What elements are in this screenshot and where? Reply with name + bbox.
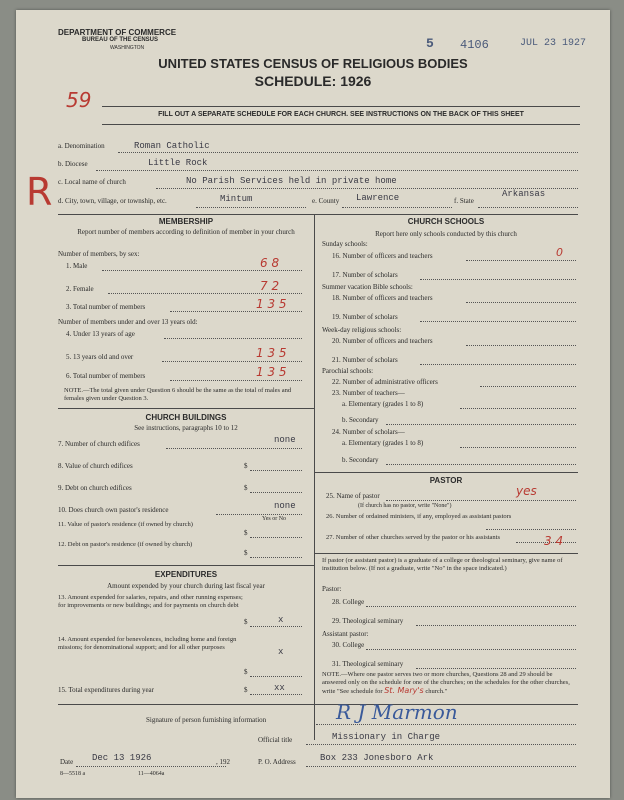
q25-label: 25. Name of pastor [326,492,380,500]
pastor-note-text: NOTE.—Where one pastor serves two or more churches, Questions 28 and 29 should be answered only on the schedule for one of the churches; on the schedules for the other churches, write "See schedule for [322,671,570,695]
q3-label: 3. Total number of members [66,303,146,311]
q22-label: 22. Number of administrative officers [332,378,438,386]
q9-label: 9. Debt on church edifices [58,484,132,492]
form-number: 8—5518 a [60,771,86,777]
q26-label: 26. Number of ordained ministers, if any, employed as assistant pastors [326,513,512,520]
q27-label: 27. Number of other churches served by the pastor or his assistants [326,534,501,541]
assistant-label: Assistant pastor: [322,630,369,638]
diocese-value: Little Rock [148,158,208,168]
q5-value: 1 3 5 [256,346,287,360]
schools-sub: Report here only schools conducted by this church [375,230,517,238]
stamp-number: 4106 [460,38,489,52]
under-over-label: Number of members under and over 13 years old: [58,318,198,326]
q7-label: 7. Number of church edifices [58,440,140,448]
local-name-value: No Parish Services held in private home [186,176,397,186]
q14-dollar: $ [244,668,248,676]
instruction-line: FILL OUT A SEPARATE SCHEDULE FOR EACH CHURCH. SEE INSTRUCTIONS ON THE BACK OF THIS SHEET [158,111,524,118]
q2-value: 7 2 [260,279,280,293]
address-value: Box 233 Jonesboro Ark [320,753,434,763]
q30-label: 30. College [332,641,365,649]
address-label: P. O. Address [258,758,296,766]
q10-label: 10. Does church own pastor's residence [58,506,169,514]
q27-value: 3 4 [544,534,564,548]
state-value: Arkansas [502,189,546,199]
form-number-2: 11—4064a [138,771,165,777]
q31-label: 31. Theological seminary [332,660,404,668]
schedule-title: SCHEDULE: 1926 [254,73,372,89]
pastor-note-hand: St. Mary's [384,686,424,695]
q14-label: 14. Amount expended for benevolences, including home and foreign missions; for denominational support; and for all other purposes [58,636,237,651]
q12-dollar: $ [244,549,248,557]
date-value: Dec 13 1926 [92,753,152,763]
county-value: Lawrence [356,193,400,203]
expenditures-sub: Amount expended by your church during last fiscal year [107,582,265,590]
q15-dollar: $ [244,686,248,694]
local-name-label: c. Local name of church [58,178,126,186]
summer-label: Summer vacation Bible schools: [322,283,413,291]
stamp-code: 5 [426,36,434,51]
denomination-label: a. Denomination [58,142,105,150]
denomination-value: Roman Catholic [134,141,210,151]
q15-label: 15. Total expenditures during year [58,686,154,694]
q25-sub: (If church has no pastor, write "None") [358,503,452,509]
buildings-title: CHURCH BUILDINGS [145,413,227,422]
city-label: WASHINGTON [110,45,145,51]
city-town-value: Mintum [220,194,253,204]
q6-label: 6. Total number of members [66,372,146,380]
handwritten-number: 59 [66,88,92,112]
schools-title: CHURCH SCHOOLS [407,217,485,226]
q14-value: x [278,647,284,657]
q23b-label: b. Secondary [342,416,379,424]
q23-label: 23. Number of teachers— [332,389,405,397]
q13-label: 13. Amount expended for salaries, repairs, and other running expenses; for improvements or new buildings; and for payments on church debt [58,594,243,609]
q1-value: 6 8 [260,256,280,270]
q2-label: 2. Female [66,285,94,293]
official-title-value: Missionary in Charge [332,732,441,742]
bureau-label: BUREAU OF THE CENSUS [82,37,159,43]
buildings-sub: See instructions, paragraphs 10 to 12 [134,424,238,432]
q25-value: yes [516,484,537,498]
stamp-date: JUL 23 1927 [520,38,587,49]
q8-label: 8. Value of church edifices [58,462,133,470]
membership-note: NOTE.—The total given under Question 6 should be the same as the total of males and females given under Question 3. [64,387,292,402]
pastor-note-end: church." [425,688,448,695]
q23a-label: a. Elementary (grades 1 to 8) [342,400,424,408]
q11-dollar: $ [244,529,248,537]
margin-check-mark: R [26,170,53,214]
q16-value: 0 [556,246,563,259]
parochial-label: Parochial schools: [322,367,374,375]
census-schedule-paper [16,10,610,798]
pastor-sub-label: Pastor: [322,585,342,593]
q24-label: 24. Number of scholars— [332,428,405,436]
q5-label: 5. 13 years old and over [66,353,134,361]
q1-label: 1. Male [66,262,88,270]
q21-label: 21. Number of scholars [332,356,398,364]
q11-label: 11. Value of pastor's residence (if owned by church) [58,521,193,528]
q19-label: 19. Number of scholars [332,313,398,321]
expenditures-title: EXPENDITURES [154,570,218,579]
diocese-label: b. Diocese [58,160,88,168]
q13-value: x [278,615,284,625]
state-label: f. State [454,197,474,205]
q10-value: none [274,501,296,511]
q4-label: 4. Under 13 years of age [66,330,135,338]
pastor-note [322,671,576,696]
date-suffix: , 192 [216,758,230,766]
weekday-label: Week-day religious schools: [322,326,402,334]
sunday-label: Sunday schools: [322,240,368,248]
date-label: Date [60,758,74,766]
by-sex-label: Number of members, by sex: [58,250,140,258]
city-town-label: d. City, town, village, or township, etc. [58,197,167,205]
official-title-label: Official title [258,736,293,744]
q20-label: 20. Number of officers and teachers [332,337,433,345]
yes-no-label: Yes or No [262,516,287,522]
q12-label: 12. Debt on pastor's residence (if owned by church) [58,541,193,548]
q8-dollar: $ [244,462,248,470]
membership-title: MEMBERSHIP [158,217,214,226]
pastor-title: PASTOR [429,476,463,485]
signature-value: R J Marmon [336,700,458,724]
q6-value: 1 3 5 [256,365,287,379]
q29-label: 29. Theological seminary [332,617,404,625]
membership-intro: Report number of members according to definition of member in your church [77,228,295,236]
graduate-note: If pastor (or assistant pastor) is a graduate of a college or theological seminary, give name of institution below. (If not a graduate, write "No" in the space indicated.) [322,557,563,572]
q24b-label: b. Secondary [342,456,379,464]
q9-dollar: $ [244,484,248,492]
q7-value: none [274,435,296,445]
q16-label: 16. Number of officers and teachers [332,252,433,260]
q24a-label: a. Elementary (grades 1 to 8) [342,439,424,447]
department-label: DEPARTMENT OF COMMERCE [58,28,177,37]
q13-dollar: $ [244,618,248,626]
q28-label: 28. College [332,598,365,606]
q18-label: 18. Number of officers and teachers [332,294,433,302]
q17-label: 17. Number of scholars [332,271,398,279]
q15-value: xx [274,683,285,693]
county-label: e. County [312,197,340,205]
q3-value: 1 3 5 [256,297,287,311]
form-title: UNITED STATES CENSUS OF RELIGIOUS BODIES [158,56,468,71]
signature-label: Signature of person furnishing information [146,716,267,724]
